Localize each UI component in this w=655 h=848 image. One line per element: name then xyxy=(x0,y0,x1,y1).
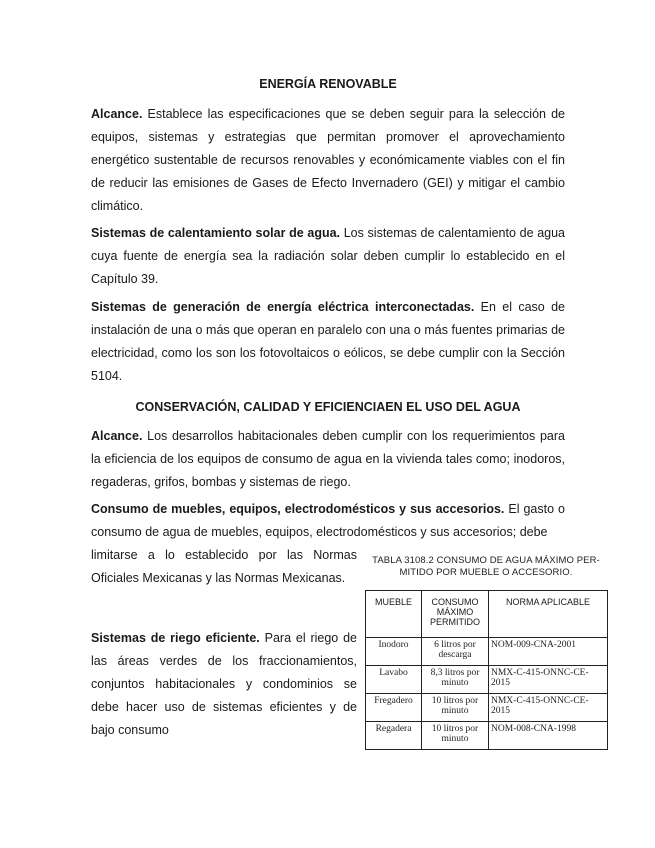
paragraph-calentamiento-solar xyxy=(91,222,565,291)
cell-consumo: 10 litros por minuto xyxy=(422,694,489,722)
cell-consumo: 10 litros por minuto xyxy=(422,722,489,750)
label-consumo-muebles: Consumo de muebles, equipos, electrodomésticos y sus accesorios. xyxy=(91,502,505,516)
section-title-agua: CONSERVACIÓN, CALIDAD Y EFICIENCIAEN EL USO DEL AGUA xyxy=(135,400,521,414)
header-consumo-line-1: CONSUMO xyxy=(431,597,479,607)
header-norma: NORMA APLICABLE xyxy=(489,591,608,638)
paragraph-consumo-muebles xyxy=(91,498,565,544)
table-caption-line-1: TABLA 3108.2 CONSUMO DE AGUA MÁXIMO PER- xyxy=(372,555,600,566)
cell-consumo: 8,3 litros por minuto xyxy=(422,666,489,694)
text-energia-electrica: En el caso de instalación de una o más que operan en paralelo con una o más fuentes primarias de electricidad, como los son los fotovoltaicos o eólicos, se debe cumplir con la Sección 5104. xyxy=(91,300,566,383)
table-row xyxy=(366,638,608,666)
header-consumo xyxy=(422,591,489,638)
table-row xyxy=(366,694,608,722)
paragraph-riego-eficiente xyxy=(91,627,357,742)
paragraph-alcance-energia xyxy=(91,103,565,218)
cell-norma: NMX-C-415-ONNC-CE-2015 xyxy=(489,694,608,722)
table-row xyxy=(366,722,608,750)
cell-norma: NMX-C-415-ONNC-CE-2015 xyxy=(489,666,608,694)
label-riego-eficiente: Sistemas de riego eficiente. xyxy=(91,631,260,645)
cell-mueble: Inodoro xyxy=(366,638,422,666)
label-alcance-agua: Alcance. xyxy=(91,429,143,443)
cell-mueble: Regadera xyxy=(366,722,422,750)
table-caption-line-2: MITIDO POR MUEBLE O ACCESORIO. xyxy=(399,567,573,578)
table-row xyxy=(366,666,608,694)
label-alcance: Alcance. xyxy=(91,107,143,121)
label-energia-electrica: Sistemas de generación de energía eléctrica interconectadas. xyxy=(91,300,475,314)
section-title-energia: ENERGÍA RENOVABLE xyxy=(259,77,397,91)
cell-consumo: 6 litros por descarga xyxy=(422,638,489,666)
paragraph-consumo-continuacion: limitarse a lo establecido por las Normas Oficiales Mexicanas y las Normas Mexicanas. xyxy=(91,548,357,585)
paragraph-alcance-agua xyxy=(91,425,565,494)
cell-norma: NOM-008-CNA-1998 xyxy=(489,722,608,750)
paragraph-energia-electrica xyxy=(91,296,565,388)
water-consumption-table-block xyxy=(365,555,607,750)
water-consumption-table xyxy=(365,590,608,750)
text-calentamiento-solar: Los sistemas de calentamiento de agua cuya fuente de energía sea la radiación solar deben cumplir lo establecido en el Capítulo 39. xyxy=(91,226,565,286)
cell-mueble: Lavabo xyxy=(366,666,422,694)
text-alcance: Establece las especificaciones que se deben seguir para la selección de equipos, sistemas y estrategias que permitan promover el aprovechamiento energético sustentable de recursos renovables y económicamente viables con el fin de reducir las emisiones de Gases de Efecto Invernadero (GEI) y mitigar el cambio climático. xyxy=(91,107,565,213)
text-alcance-agua: Los desarrollos habitacionales deben cumplir con los requerimientos para la eficiencia de los equipos de consumo de agua en la vivienda tales como; inodoros, regaderas, grifos, bombas y sistemas de riego. xyxy=(91,429,565,489)
header-consumo-line-3: PERMITIDO xyxy=(429,617,480,627)
cell-norma: NOM-009-CNA-2001 xyxy=(489,638,608,666)
table-header-row xyxy=(366,591,608,638)
table-caption xyxy=(365,555,607,579)
header-mueble: MUEBLE xyxy=(366,591,422,638)
label-calentamiento-solar: Sistemas de calentamiento solar de agua. xyxy=(91,226,341,240)
header-consumo-line-2: MÁXIMO xyxy=(436,607,474,617)
text-riego-eficiente: Para el riego de las áreas verdes de los fraccionamientos, conjuntos habitacionales y condominios se debe hacer uso de sistemas eficientes y de bajo consumo xyxy=(91,631,357,737)
text-consumo-muebles: El gasto o consumo de agua de muebles, equipos, electrodomésticos y sus accesorios; debe xyxy=(91,502,565,539)
cell-mueble: Fregadero xyxy=(366,694,422,722)
